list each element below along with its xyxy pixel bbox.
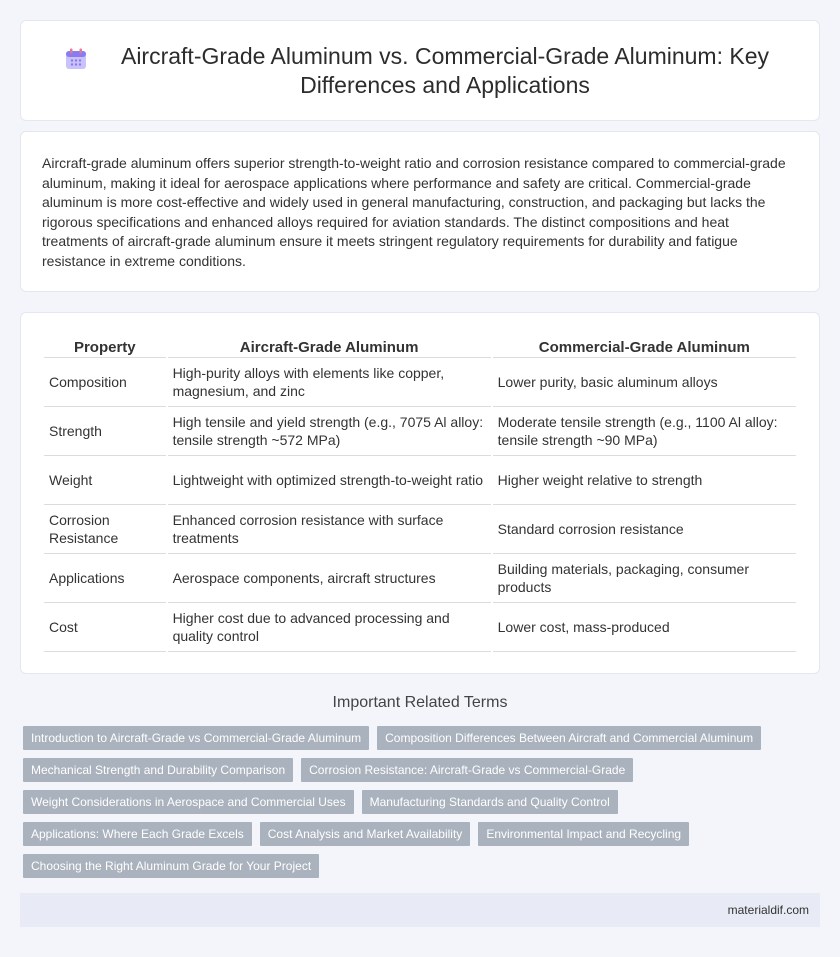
related-terms-heading: Important Related Terms bbox=[332, 694, 508, 711]
related-term-tag[interactable]: Choosing the Right Aluminum Grade for Your Project bbox=[23, 854, 319, 878]
table-row bbox=[44, 505, 796, 554]
table-row bbox=[44, 456, 796, 505]
footer bbox=[20, 893, 820, 927]
related-term-tag[interactable]: Mechanical Strength and Durability Comparison bbox=[23, 758, 293, 782]
page-title: Aircraft-Grade Aluminum vs. Commercial-Grade Aluminum: Key Differences and Applications bbox=[120, 42, 770, 98]
table-cell: Composition bbox=[44, 358, 166, 407]
comparison-table bbox=[42, 334, 798, 652]
table-cell: Higher cost due to advanced processing and quality control bbox=[168, 603, 491, 652]
footer-site-link[interactable]: materialdif.com bbox=[727, 903, 809, 917]
header-commercial-grade: Commercial-Grade Aluminum bbox=[493, 334, 796, 358]
header-property: Property bbox=[44, 334, 166, 358]
table-cell: Higher weight relative to strength bbox=[493, 456, 796, 505]
related-term-tag[interactable]: Introduction to Aircraft-Grade vs Commercial-Grade Aluminum bbox=[23, 726, 369, 750]
intro-card bbox=[20, 131, 820, 292]
related-term-tag[interactable]: Weight Considerations in Aerospace and Commercial Uses bbox=[23, 790, 354, 814]
table-cell: Standard corrosion resistance bbox=[493, 505, 796, 554]
table-row bbox=[44, 554, 796, 603]
table-cell: Weight bbox=[44, 456, 166, 505]
table-row bbox=[44, 603, 796, 652]
table-row bbox=[44, 358, 796, 407]
table-cell: Moderate tensile strength (e.g., 1100 Al alloy: tensile strength ~90 MPa) bbox=[493, 407, 796, 456]
table-cell: Cost bbox=[44, 603, 166, 652]
table-cell: Lightweight with optimized strength-to-weight ratio bbox=[168, 456, 491, 505]
intro-paragraph: Aircraft-grade aluminum offers superior strength-to-weight ratio and corrosion resistance compared to commercial-grade aluminum, making it ideal for aerospace applications where performance and safety are critical. Commercial-grade aluminum is more cost-effective and widely used in general manufacturing, construction, and packaging but lacks the rigorous specifications and enhanced alloys required for aviation standards. The distinct compositions and heat treatments of aircraft-grade aluminum ensure it meets stringent regulatory requirements for durability and fatigue resistance in extreme conditions. bbox=[42, 155, 786, 269]
table-cell: High tensile and yield strength (e.g., 7075 Al alloy: tensile strength ~572 MPa) bbox=[168, 407, 491, 456]
table-cell: Aerospace components, aircraft structures bbox=[168, 554, 491, 603]
table-cell: Building materials, packaging, consumer products bbox=[493, 554, 796, 603]
related-terms-list bbox=[23, 726, 813, 878]
related-term-tag[interactable]: Applications: Where Each Grade Excels bbox=[23, 822, 252, 846]
header-card bbox=[20, 20, 820, 121]
table-header-row bbox=[44, 334, 796, 358]
related-term-tag[interactable]: Cost Analysis and Market Availability bbox=[260, 822, 471, 846]
table-cell: Lower purity, basic aluminum alloys bbox=[493, 358, 796, 407]
comparison-table-card bbox=[20, 312, 820, 674]
related-term-tag[interactable]: Corrosion Resistance: Aircraft-Grade vs Commercial-Grade bbox=[301, 758, 633, 782]
table-cell: High-purity alloys with elements like copper, magnesium, and zinc bbox=[168, 358, 491, 407]
table-cell: Corrosion Resistance bbox=[44, 505, 166, 554]
table-cell: Applications bbox=[44, 554, 166, 603]
table-cell: Enhanced corrosion resistance with surface treatments bbox=[168, 505, 491, 554]
related-term-tag[interactable]: Manufacturing Standards and Quality Control bbox=[362, 790, 618, 814]
related-term-tag[interactable]: Environmental Impact and Recycling bbox=[478, 822, 689, 846]
related-term-tag[interactable]: Composition Differences Between Aircraft and Commercial Aluminum bbox=[377, 726, 761, 750]
table-cell: Strength bbox=[44, 407, 166, 456]
header-aircraft-grade: Aircraft-Grade Aluminum bbox=[168, 334, 491, 358]
table-row bbox=[44, 407, 796, 456]
table-cell: Lower cost, mass-produced bbox=[493, 603, 796, 652]
